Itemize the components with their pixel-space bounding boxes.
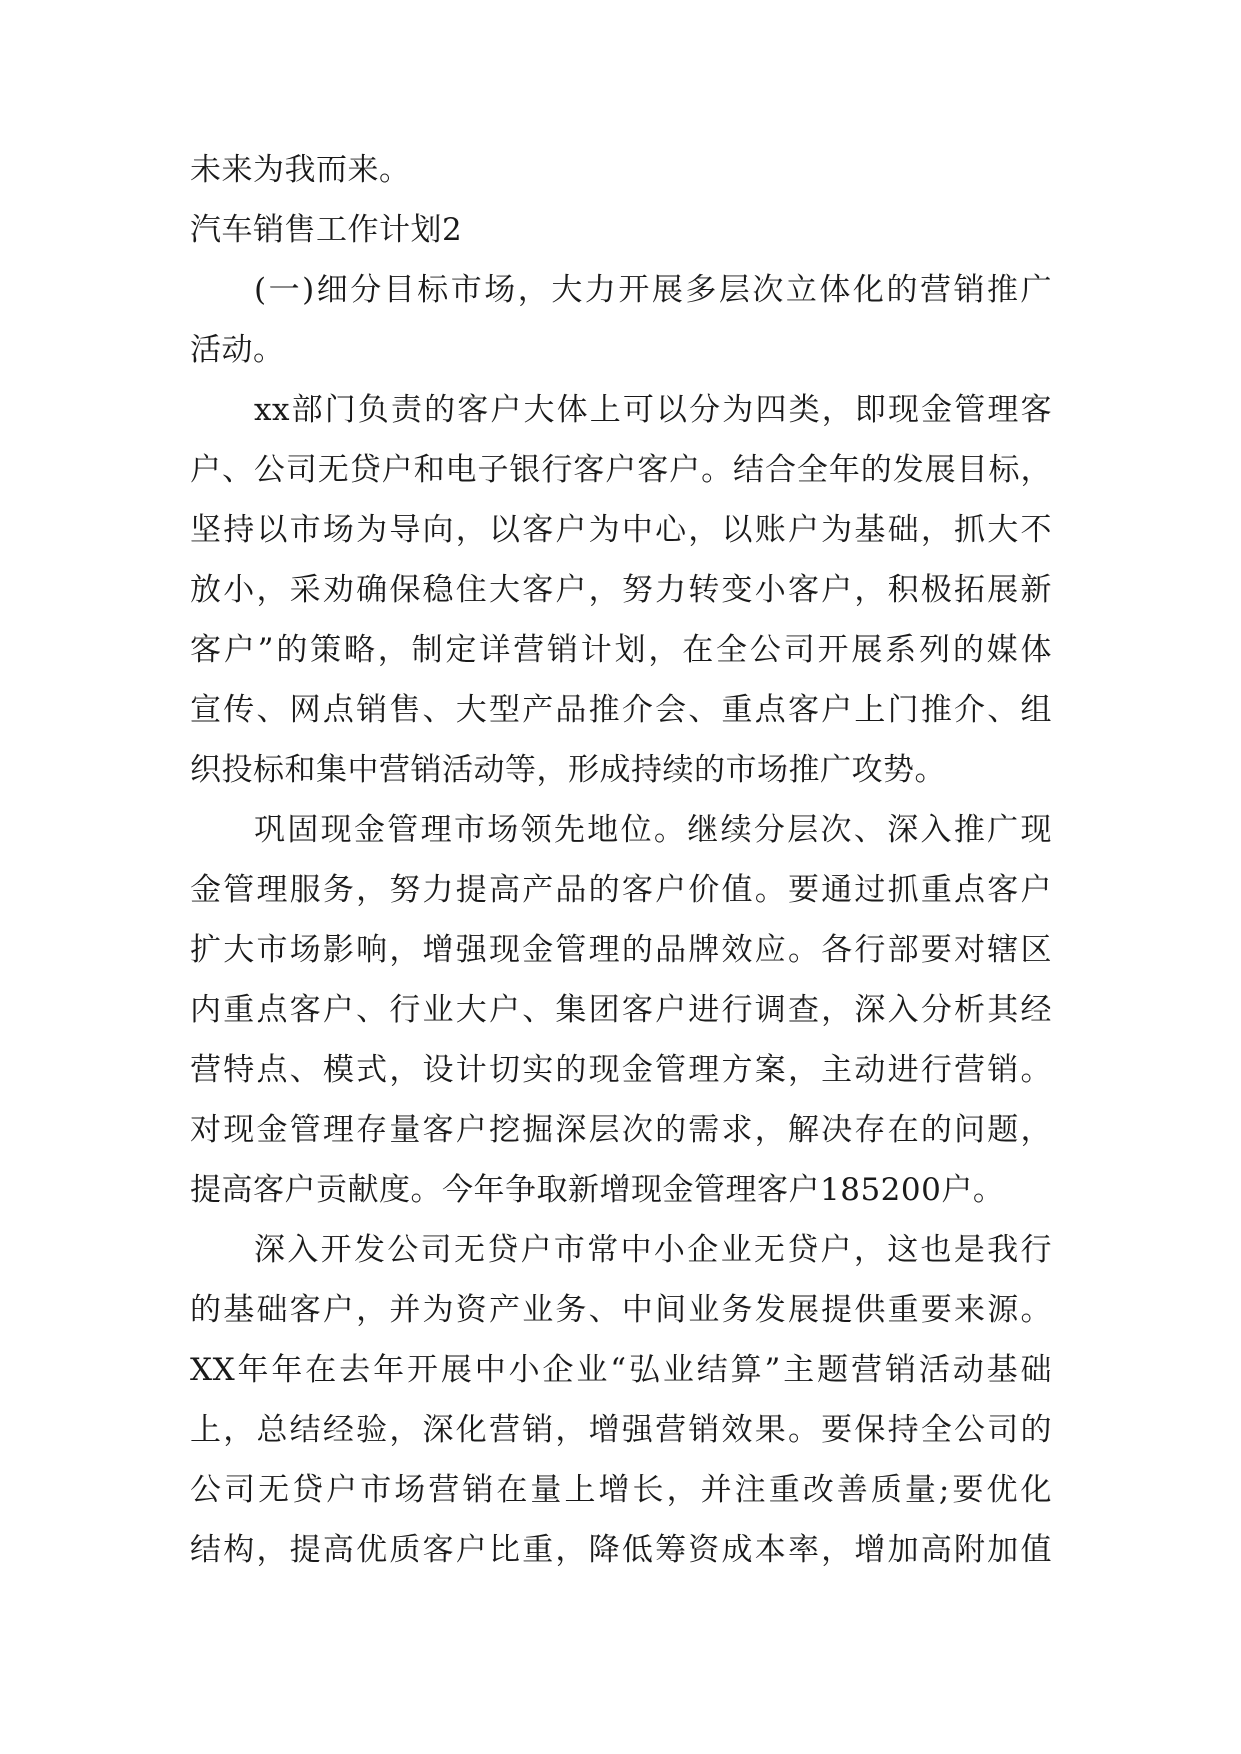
text-line: 扩大市场影响，增强现金管理的品牌效应。各行部要对辖区 (190, 932, 1052, 968)
text-line: 巩固现金管理市场领先地位。继续分层次、深入推广现 (254, 812, 1052, 848)
text-line: 提高客户贡献度。今年争取新增现金管理客户185200户。 (190, 1172, 1005, 1208)
text-line: 织投标和集中营销活动等，形成持续的市场推广攻势。 (190, 752, 946, 788)
text-line: XX年年在去年开展中小企业“弘业结算”主题营销活动基础 (190, 1352, 1052, 1388)
text-line: 放小，采劝确保稳住大客户，努力转变小客户，积极拓展新 (190, 572, 1052, 608)
text-line: 公司无贷户市场营销在量上增长，并注重改善质量;要优化 (190, 1472, 1052, 1508)
text-line: 活动。 (190, 332, 285, 368)
text-line: 对现金管理存量客户挖掘深层次的需求，解决存在的问题， (190, 1112, 1052, 1148)
text-line: 金管理服务，努力提高产品的客户价值。要通过抓重点客户 (190, 872, 1052, 908)
text-line: 的基础客户，并为资产业务、中间业务发展提供重要来源。 (190, 1292, 1052, 1328)
text-line: 客户”的策略，制定详营销计划，在全公司开展系列的媒体 (190, 632, 1052, 668)
text-line: (一)细分目标市场，大力开展多层次立体化的营销推广 (254, 272, 1052, 308)
text-line: 宣传、网点销售、大型产品推介会、重点客户上门推介、组 (190, 692, 1052, 728)
text-line: 坚持以市场为导向，以客户为中心，以账户为基础，抓大不 (190, 512, 1052, 548)
text-line: 深入开发公司无贷户市常中小企业无贷户，这也是我行 (254, 1232, 1052, 1268)
text-line: xx部门负责的客户大体上可以分为四类，即现金管理客 (254, 392, 1052, 428)
text-line: 结构，提高优质客户比重，降低筹资成本率，增加高附加值 (190, 1532, 1052, 1568)
text-line: 户、公司无贷户和电子银行客户客户。结合全年的发展目标， (190, 452, 1052, 488)
text-line: 未来为我而来。 (190, 152, 411, 188)
text-line: 上，总结经验，深化营销，增强营销效果。要保持全公司的 (190, 1412, 1052, 1448)
text-line: 内重点客户、行业大户、集团客户进行调查，深入分析其经 (190, 992, 1052, 1028)
section-title: 汽车销售工作计划2 (190, 212, 463, 248)
text-line: 营特点、模式，设计切实的现金管理方案，主动进行营销。 (190, 1052, 1052, 1088)
